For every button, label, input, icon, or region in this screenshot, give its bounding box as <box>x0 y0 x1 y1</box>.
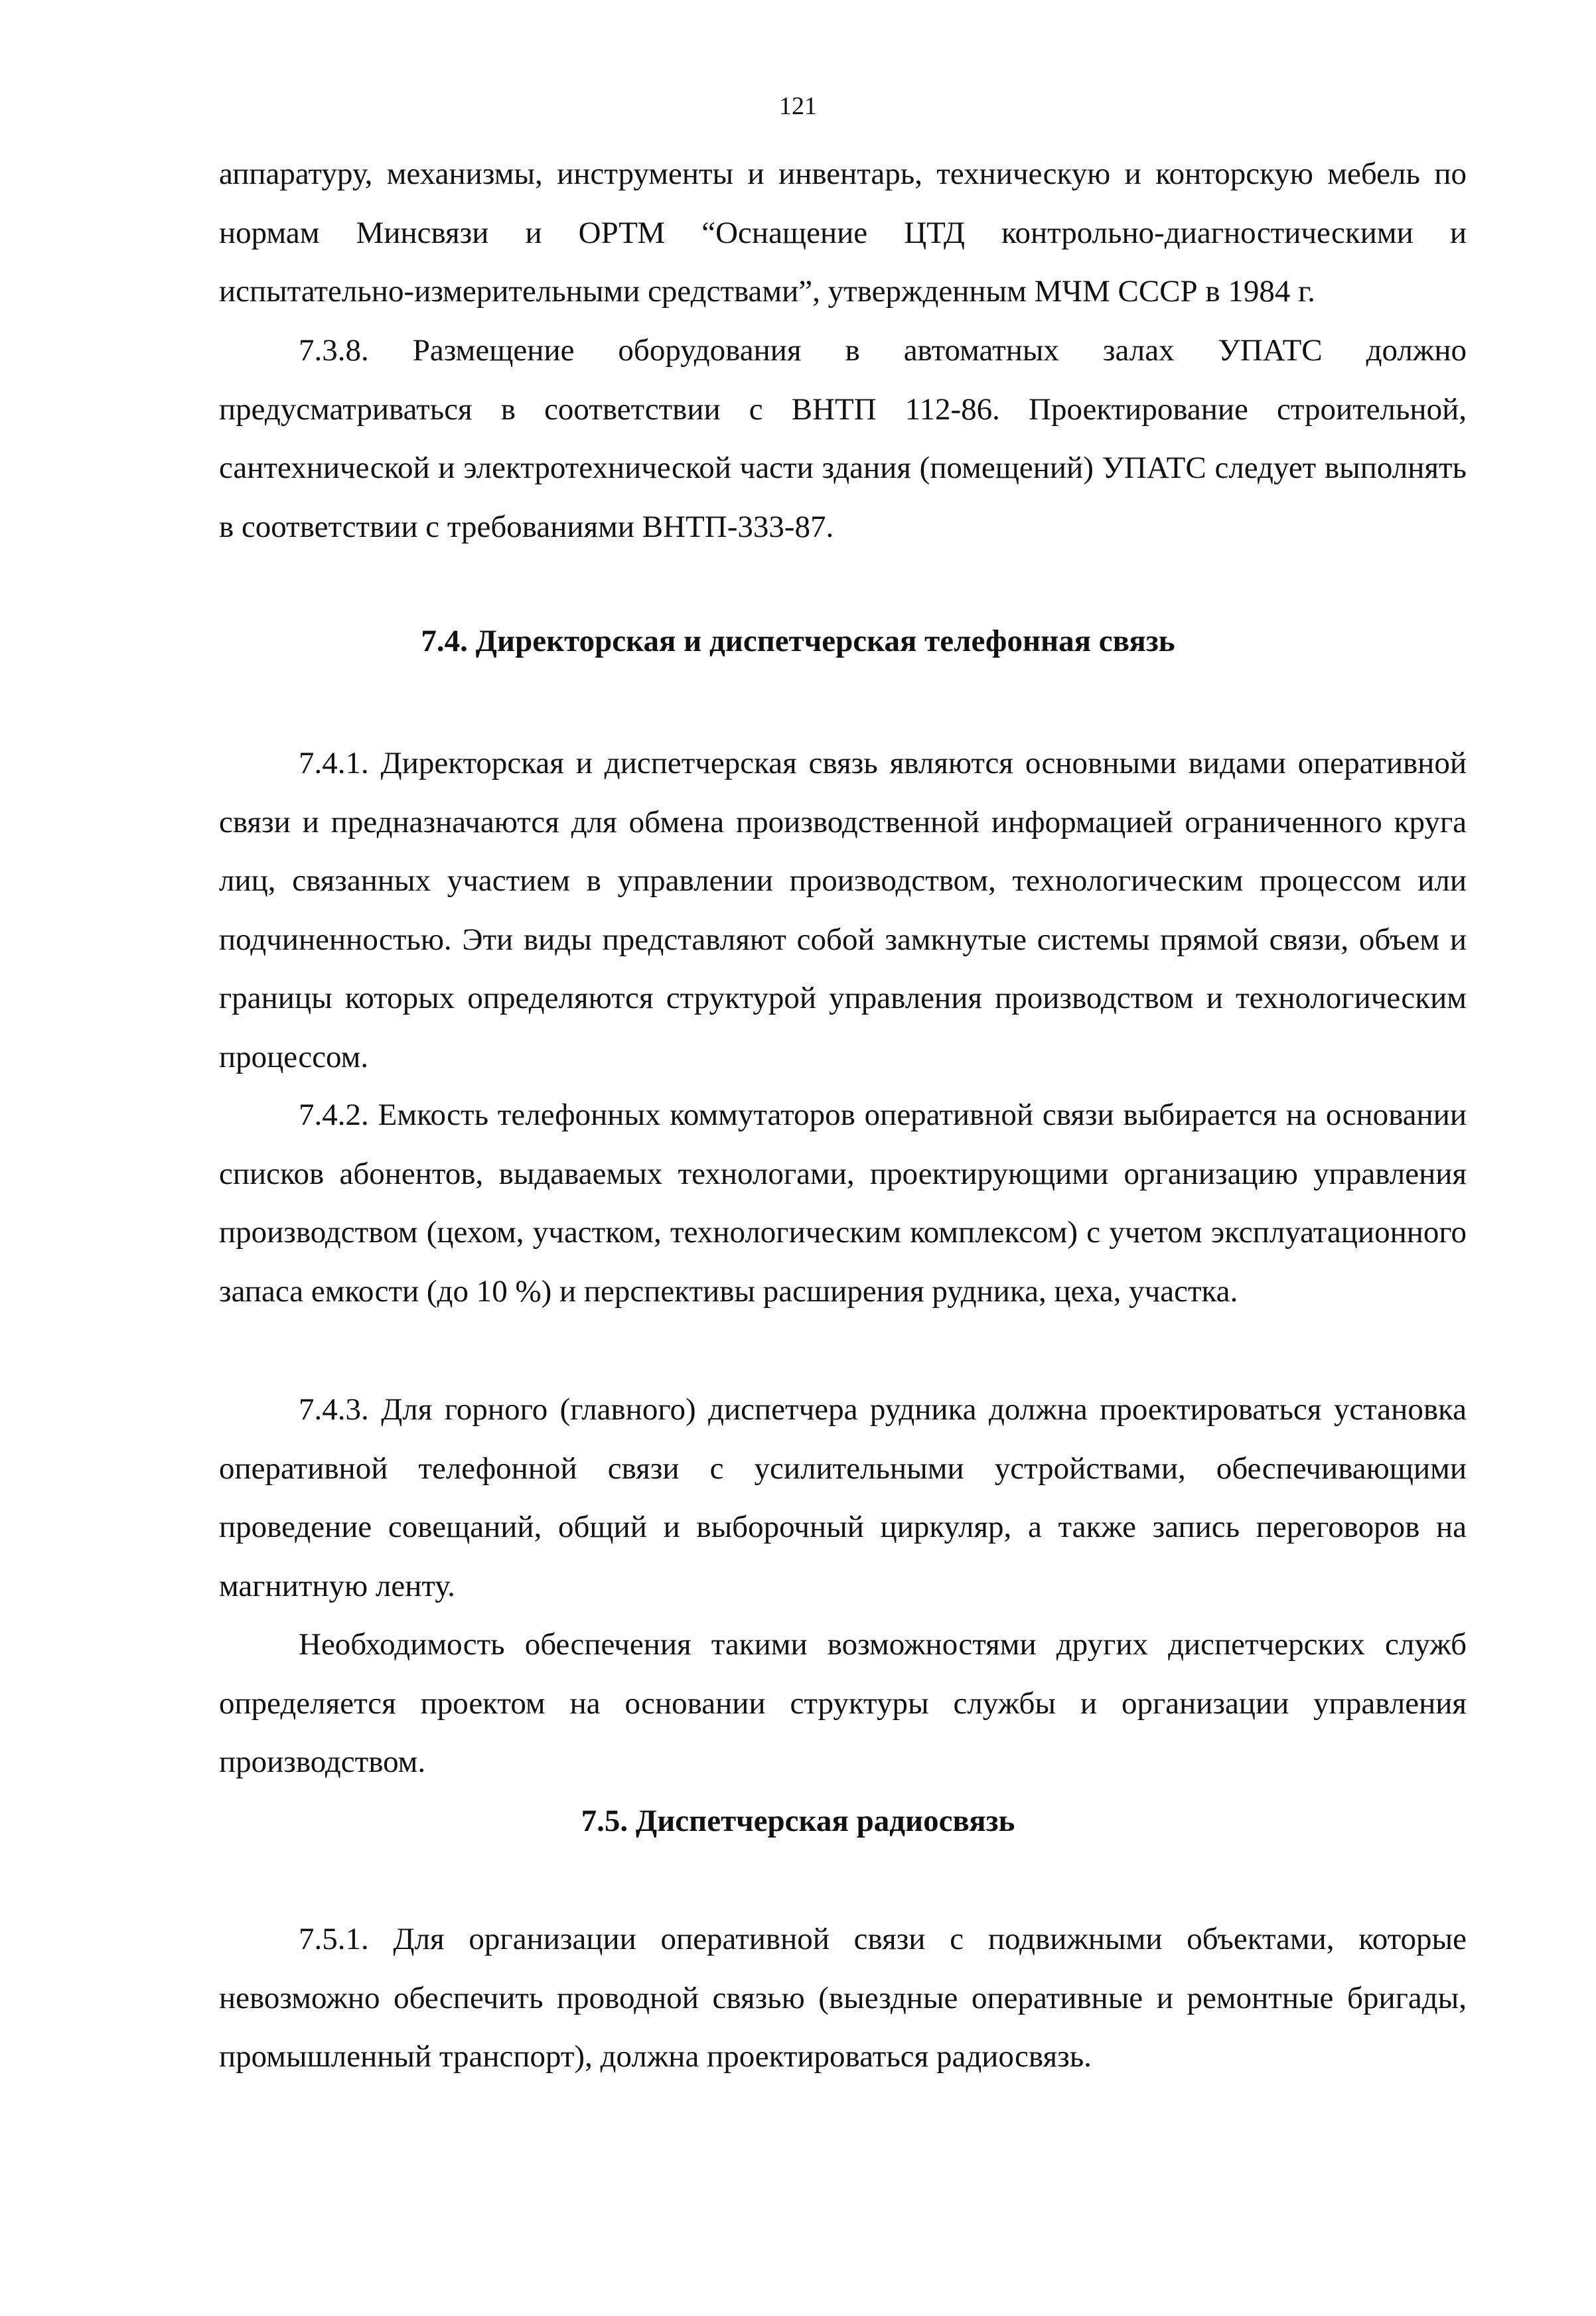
section-heading-7-4: 7.4. Директорская и диспетчерская телефонная связь <box>421 624 1175 658</box>
paragraph-7-5-1 <box>219 1910 1467 2086</box>
paragraph-text: 7.3.8. Размещение оборудования в автоматных залах УПАТС должно предусматриваться в соответствии с ВНТП 112-86. Проектирование строительной, сантехнической и электротехнической части здания (помещений) УПАТС следует выполнять в соответствии с требованиями ВНТП-333-87. <box>219 333 1467 544</box>
paragraph-text: аппаратуру, механизмы, инструменты и инвентарь, техническую и конторскую мебель по нормам Минсвязи и ОРТМ “Оснащение ЦТД контрольно-диагностическими и испытательно-измерительными средствами”, утвержденным МЧМ СССР в 1984 г. <box>219 157 1467 309</box>
paragraph-continuation <box>219 145 1467 321</box>
paragraph-7-4-3 <box>219 1380 1467 1615</box>
paragraph-text: 7.4.2. Емкость телефонных коммутаторов оперативной связи выбирается на основании списков абонентов, выдаваемых технологами, проектирующими организацию управления производством (цехом, участком, технологическим комплексом) с учетом эксплуатационного запаса емкости (до 10 %) и перспективы расширения рудника, цеха, участка. <box>219 1098 1467 1309</box>
paragraph-text: 7.5.1. Для организации оперативной связи с подвижными объектами, которые невозможно обеспечить проводной связью (выездные оперативные и ремонтные бригады, промышленный транспорт), должна проектироваться радиосвязь. <box>219 1922 1467 2074</box>
paragraph-text: 7.4.3. Для горного (главного) диспетчера рудника должна проектироваться установка оперативной телефонной связи с усилительными устройствами, обеспечивающими проведение совещаний, общий и выборочный циркуляр, а также запись переговоров на магнитную ленту. <box>219 1392 1467 1603</box>
section-heading-7-5: 7.5. Диспетчерская радиосвязь <box>581 1804 1015 1838</box>
paragraph-text: Необходимость обеспечения такими возможностями других диспетчерских служб определяется проектом на основании структуры службы и организации управления производством. <box>219 1627 1467 1779</box>
paragraph-text: 7.4.1. Директорская и диспетчерская связь являются основными видами оперативной связи и предназначаются для обмена производственной информацией ограниченного круга лиц, связанных участием в управлении производством, технологическим процессом или подчиненностью. Эти виды представляют собой замкнутые системы прямой связи, объем и границы которых определяются структурой управления производством и технологическим процессом. <box>219 746 1467 1074</box>
paragraph-7-4-2 <box>219 1086 1467 1321</box>
paragraph-dispatch-services <box>219 1615 1467 1792</box>
page-number: 121 <box>779 92 817 120</box>
paragraph-7-3-8 <box>219 321 1467 556</box>
paragraph-7-4-1 <box>219 734 1467 1086</box>
